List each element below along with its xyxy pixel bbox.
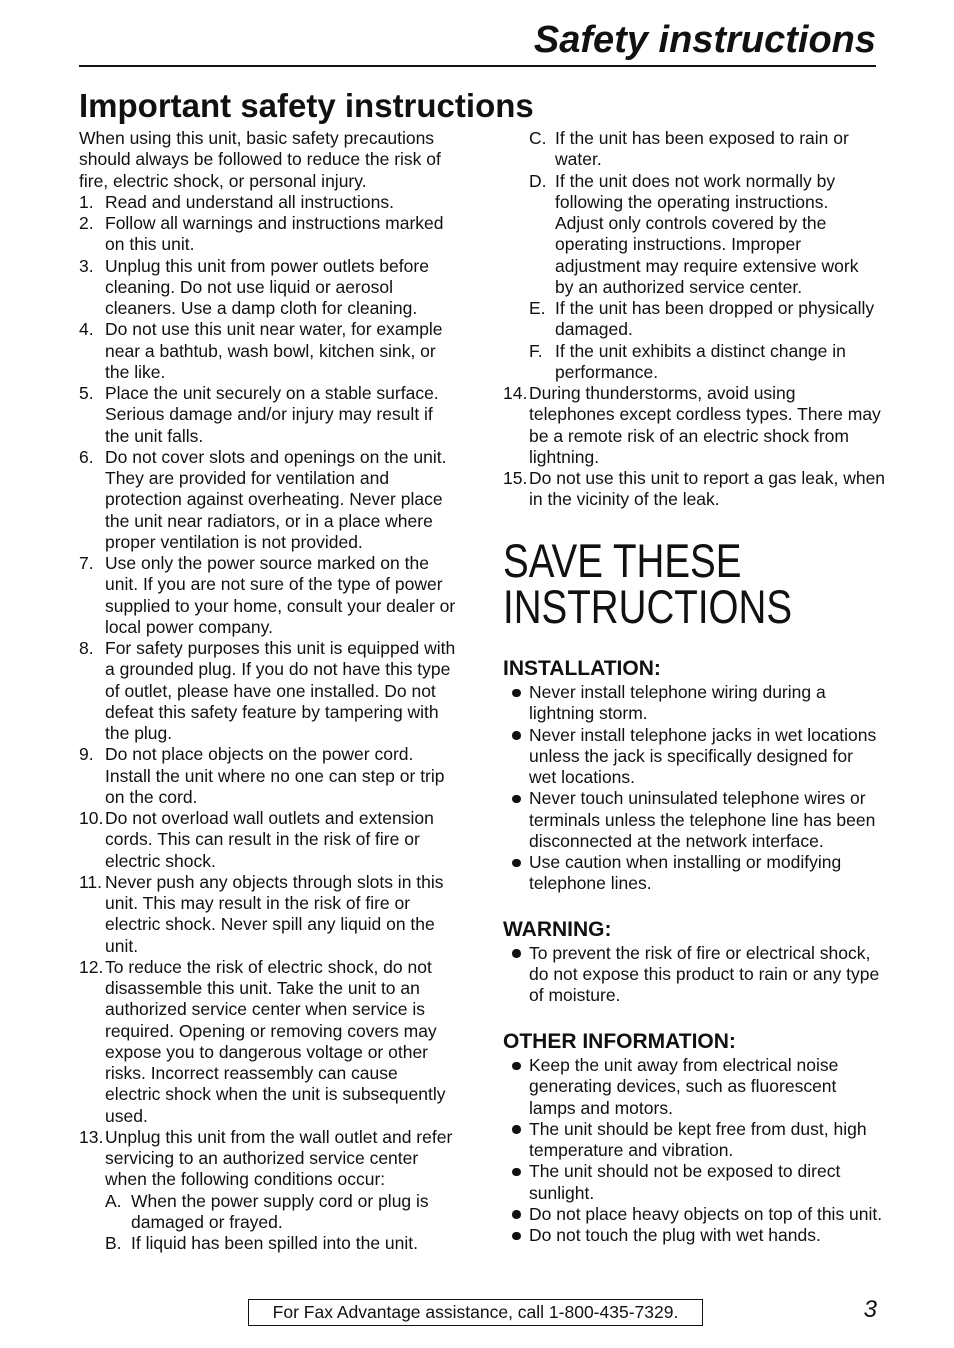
text-line: Serious damage and/or injury may result if bbox=[105, 404, 433, 425]
text-line: do not expose this product to rain or any type bbox=[529, 964, 880, 985]
text-line: Do not place objects on the power cord. bbox=[105, 744, 414, 765]
bullet-text bbox=[529, 725, 877, 789]
item-text bbox=[105, 383, 449, 447]
text-line: cleaning. Do not use liquid or aerosol bbox=[105, 276, 393, 297]
text-line: protection against overheating. Never place bbox=[105, 489, 443, 510]
item-number: 3. bbox=[79, 255, 94, 276]
text-line: the unit near radiators, or in a place where bbox=[105, 510, 433, 531]
sub-item bbox=[529, 171, 877, 299]
subsection-heading: INSTALLATION: bbox=[503, 657, 661, 680]
bullet-text bbox=[529, 1119, 877, 1162]
text-line: authorized service center when service is bbox=[105, 999, 426, 1020]
text-line: a grounded plug. If you do not have this type bbox=[105, 659, 451, 680]
text-line: by an authorized service center. bbox=[555, 276, 803, 297]
item-number: 14. bbox=[503, 383, 528, 403]
bullet-icon bbox=[512, 1125, 521, 1134]
text-line: electric shock. bbox=[105, 850, 216, 871]
right-column bbox=[503, 128, 886, 511]
text-line: used. bbox=[105, 1105, 148, 1126]
text-line: local power company. bbox=[105, 616, 273, 637]
bullet-icon bbox=[512, 1232, 521, 1241]
item-continuation bbox=[503, 128, 877, 383]
text-line: wet locations. bbox=[529, 767, 636, 787]
text-line: lightning storm. bbox=[529, 703, 648, 724]
header-rule bbox=[79, 65, 876, 67]
sub-item-letter: E. bbox=[529, 298, 546, 318]
bullet-icon bbox=[512, 859, 521, 868]
text-line: If the unit has been dropped or physically bbox=[555, 298, 875, 318]
text-line: electric shock when the unit is subsequently bbox=[105, 1084, 446, 1105]
item-number: 13. bbox=[79, 1126, 104, 1147]
text-line: If the unit exhibits a distinct change in bbox=[555, 340, 846, 361]
bullet-text bbox=[529, 1203, 883, 1225]
instruction-item bbox=[79, 213, 449, 256]
bullet-item bbox=[503, 1119, 877, 1162]
left-column bbox=[79, 128, 456, 1254]
sub-item-letter: D. bbox=[529, 170, 547, 191]
text-line: near a bathtub, wash bowl, kitchen sink, or bbox=[105, 340, 436, 361]
text-line: unit. This may result in the risk of fire or bbox=[105, 893, 411, 913]
text-line: cleaners. Use a damp cloth for cleaning. bbox=[105, 298, 418, 318]
text-line: the like. bbox=[105, 361, 166, 382]
bullet-icon bbox=[512, 1210, 521, 1219]
sub-item bbox=[105, 1191, 449, 1234]
instruction-item bbox=[79, 872, 449, 957]
text-line: Never install telephone jacks in wet locations bbox=[529, 724, 877, 745]
text-line: Do not touch the plug with wet hands. bbox=[529, 1225, 821, 1246]
item-text bbox=[529, 383, 881, 468]
text-line: For safety purposes this unit is equipped with bbox=[105, 638, 456, 658]
text-line: be a remote risk of an electric shock from bbox=[529, 425, 849, 446]
installation-section bbox=[503, 656, 877, 895]
instruction-item bbox=[79, 383, 449, 447]
text-line: damaged. bbox=[555, 319, 633, 340]
text-line: Keep the unit away from electrical noise bbox=[529, 1055, 839, 1076]
text-line: To reduce the risk of electric shock, do not bbox=[105, 956, 432, 977]
item-text bbox=[105, 1126, 453, 1255]
text-line: lightning. bbox=[529, 446, 600, 467]
bullet-text bbox=[529, 1055, 877, 1119]
text-line: When the power supply cord or plug is bbox=[131, 1190, 429, 1211]
text-line: on the cord. bbox=[105, 786, 198, 807]
page-number: 3 bbox=[863, 1296, 877, 1323]
instruction-item bbox=[503, 468, 886, 511]
text-line: Place the unit securely on a stable surface. bbox=[105, 383, 439, 403]
text-line: To prevent the risk of fire or electrical shock, bbox=[529, 942, 871, 963]
item-text bbox=[105, 319, 449, 383]
sub-item-letter: A. bbox=[105, 1190, 122, 1211]
text-line: Do not cover slots and openings on the unit. bbox=[105, 446, 447, 467]
sub-item-text bbox=[555, 298, 877, 341]
item-number: 6. bbox=[79, 446, 94, 467]
bullet-item bbox=[503, 682, 877, 725]
item-number: 7. bbox=[79, 553, 94, 573]
text-line: If the unit has been exposed to rain or bbox=[555, 128, 849, 148]
text-line: When using this unit, basic safety precautions bbox=[79, 128, 435, 148]
item-number: 8. bbox=[79, 638, 94, 658]
sub-item-letter: C. bbox=[529, 128, 547, 148]
bullet-icon bbox=[512, 949, 521, 958]
text-line: Unplug this unit from power outlets before bbox=[105, 255, 429, 276]
bullet-text bbox=[529, 1225, 877, 1246]
text-line: During thunderstorms, avoid using bbox=[529, 383, 796, 403]
text-line: Use caution when installing or modifying bbox=[529, 852, 842, 872]
text-line: Use only the power source marked on the bbox=[105, 553, 429, 573]
footer-assistance-text: For Fax Advantage assistance, call 1-800-435-7329. bbox=[272, 1302, 679, 1322]
text-line: fire, electric shock, or personal injury. bbox=[79, 170, 367, 191]
text-line: cords. This can result in the risk of fire or bbox=[105, 829, 420, 850]
instruction-item bbox=[79, 319, 449, 383]
text-line: terminals unless the telephone line has been bbox=[529, 809, 876, 830]
item-number: 11. bbox=[79, 871, 103, 892]
bullet-item bbox=[503, 1225, 877, 1246]
item-text bbox=[105, 447, 449, 553]
text-line: unless the jack is specifically designed for bbox=[529, 745, 853, 766]
footer-assistance-box bbox=[248, 1299, 703, 1326]
text-line: on this unit. bbox=[105, 234, 195, 255]
text-line: servicing to an authorized service center bbox=[105, 1148, 419, 1168]
item-number: 5. bbox=[79, 383, 94, 403]
bullet-text bbox=[529, 788, 877, 852]
sub-item bbox=[105, 1233, 449, 1254]
text-line: supplied to your home, consult your dealer or bbox=[105, 595, 456, 616]
item-number: 2. bbox=[79, 213, 94, 233]
instruction-list bbox=[79, 191, 456, 1255]
sub-item-letter: B. bbox=[105, 1233, 122, 1253]
text-line: disassemble this unit. Take the unit to an bbox=[105, 978, 420, 998]
text-line: Unplug this unit from the wall outlet and refer bbox=[105, 1126, 453, 1147]
text-line: Adjust only controls covered by the bbox=[555, 213, 827, 233]
instruction-item bbox=[79, 553, 456, 638]
text-line: of moisture. bbox=[529, 985, 621, 1006]
text-line: telephone lines. bbox=[529, 873, 652, 894]
text-line: expose you to dangerous voltage or other bbox=[105, 1041, 428, 1062]
text-line: Never push any objects through slots in this bbox=[105, 871, 444, 892]
sub-item-text bbox=[555, 341, 877, 384]
warning-section bbox=[503, 917, 880, 1007]
item-number: 15. bbox=[503, 468, 528, 488]
item-text bbox=[529, 468, 886, 511]
sub-item-letter: F. bbox=[529, 340, 543, 361]
text-line: They are provided for ventilation and bbox=[105, 468, 390, 488]
text-line: generating devices, such as fluorescent bbox=[529, 1076, 837, 1097]
item-text bbox=[105, 744, 449, 808]
text-line: of outlet, please have one installed. Do not bbox=[105, 680, 436, 701]
text-line: Never install telephone wiring during a bbox=[529, 682, 826, 702]
intro-paragraph bbox=[79, 128, 449, 192]
text-line: when the following conditions occur: bbox=[105, 1169, 386, 1190]
text-line: the plug. bbox=[105, 723, 173, 743]
text-line: Never touch uninsulated telephone wires or bbox=[529, 788, 866, 809]
text-line: the unit falls. bbox=[105, 425, 204, 446]
item-text bbox=[105, 213, 449, 256]
item-number: 1. bbox=[79, 191, 94, 212]
text-line: in the vicinity of the leak. bbox=[529, 489, 720, 510]
text-line: water. bbox=[555, 149, 602, 170]
text-line: If the unit does not work normally by bbox=[555, 170, 836, 191]
sub-item-text bbox=[555, 171, 877, 299]
item-text bbox=[105, 808, 449, 872]
item-text bbox=[105, 553, 456, 638]
instruction-item bbox=[79, 256, 449, 320]
bullet-icon bbox=[512, 795, 521, 804]
item-text bbox=[105, 256, 449, 320]
text-line: Do not overload wall outlets and extension bbox=[105, 808, 434, 828]
text-line: damaged or frayed. bbox=[131, 1211, 283, 1232]
bullet-text bbox=[529, 682, 877, 725]
page-header-title: Safety instructions bbox=[533, 19, 876, 61]
bullet-icon bbox=[512, 1062, 521, 1071]
bullet-item bbox=[503, 788, 877, 852]
instruction-item bbox=[503, 383, 881, 468]
bullet-text bbox=[529, 852, 877, 895]
sub-item bbox=[529, 341, 877, 384]
text-line: telephones except cordless types. There may bbox=[529, 404, 881, 425]
section-title: Important safety instructions bbox=[79, 87, 534, 124]
text-line: risks. Incorrect reassembly can cause bbox=[105, 1063, 398, 1083]
text-line: required. Opening or removing covers may bbox=[105, 1020, 437, 1041]
item-text bbox=[105, 638, 456, 744]
text-line: Read and understand all instructions. bbox=[105, 191, 394, 212]
text-line: Follow all warnings and instructions marked bbox=[105, 213, 444, 233]
bullet-item bbox=[503, 1055, 877, 1119]
bullet-item bbox=[503, 725, 877, 789]
safety-subsections bbox=[503, 656, 883, 1246]
text-line: The unit should be kept free from dust, high bbox=[529, 1118, 867, 1139]
instruction-item bbox=[79, 744, 449, 808]
other-information-section bbox=[503, 1029, 883, 1246]
text-line: following the operating instructions. bbox=[555, 191, 829, 212]
sub-item-text bbox=[555, 128, 877, 171]
text-line: disconnected at the network interface. bbox=[529, 830, 824, 851]
text-line: Install the unit where no one can step or trip bbox=[105, 765, 445, 786]
text-line: unit. If you are not sure of the type of power bbox=[105, 574, 443, 595]
text-line: operating instructions. Improper bbox=[555, 234, 802, 255]
text-line: adjustment may require extensive work bbox=[555, 255, 859, 276]
sub-item-text bbox=[131, 1191, 449, 1234]
bullet-item bbox=[503, 852, 877, 895]
item-text bbox=[105, 957, 449, 1127]
item-number: 12. bbox=[79, 956, 104, 977]
text-line: should always be followed to reduce the risk of bbox=[79, 149, 441, 170]
item-text bbox=[105, 192, 449, 213]
sub-item bbox=[529, 128, 877, 171]
text-line: sunlight. bbox=[529, 1182, 595, 1203]
instruction-item bbox=[79, 192, 449, 213]
text-line: unit. bbox=[105, 935, 139, 956]
text-line: performance. bbox=[555, 361, 659, 382]
bullet-item bbox=[503, 1203, 883, 1225]
item-number: 9. bbox=[79, 744, 94, 765]
instruction-item bbox=[79, 1126, 453, 1255]
instruction-item bbox=[79, 808, 449, 872]
sub-item-text bbox=[131, 1233, 449, 1254]
item-number: 10. bbox=[79, 808, 104, 828]
text-line: Do not use this unit to report a gas leak, when bbox=[529, 468, 886, 488]
bullet-text bbox=[529, 942, 880, 1007]
instruction-item bbox=[79, 957, 449, 1127]
bullet-item bbox=[503, 1161, 877, 1204]
text-line: Do not use this unit near water, for example bbox=[105, 319, 443, 340]
instruction-item bbox=[79, 447, 449, 553]
item-number: 4. bbox=[79, 319, 94, 340]
save-instructions-heading: SAVE THESE INSTRUCTIONS bbox=[503, 534, 793, 633]
bullet-icon bbox=[512, 689, 521, 698]
text-line: electric shock. Never spill any liquid on the bbox=[105, 914, 435, 935]
text-line: The unit should not be exposed to direct bbox=[529, 1161, 841, 1182]
text-line: If liquid has been spilled into the unit. bbox=[131, 1233, 418, 1253]
subsection-heading: OTHER INFORMATION: bbox=[503, 1030, 736, 1054]
text-line: defeat this safety feature by tampering with bbox=[105, 701, 439, 722]
sub-item bbox=[529, 298, 877, 341]
subsection-heading: WARNING: bbox=[503, 917, 612, 941]
text-line: Do not place heavy objects on top of this unit. bbox=[529, 1203, 883, 1224]
text-line: proper ventilation is not provided. bbox=[105, 531, 363, 552]
instruction-item bbox=[79, 638, 456, 744]
bullet-item bbox=[503, 942, 880, 1007]
bullet-icon bbox=[512, 731, 521, 740]
item-text bbox=[105, 872, 449, 957]
instruction-list-continued bbox=[503, 128, 886, 511]
bullet-text bbox=[529, 1161, 877, 1204]
text-line: lamps and motors. bbox=[529, 1097, 673, 1118]
bullet-icon bbox=[512, 1168, 521, 1177]
text-line: temperature and vibration. bbox=[529, 1140, 734, 1161]
